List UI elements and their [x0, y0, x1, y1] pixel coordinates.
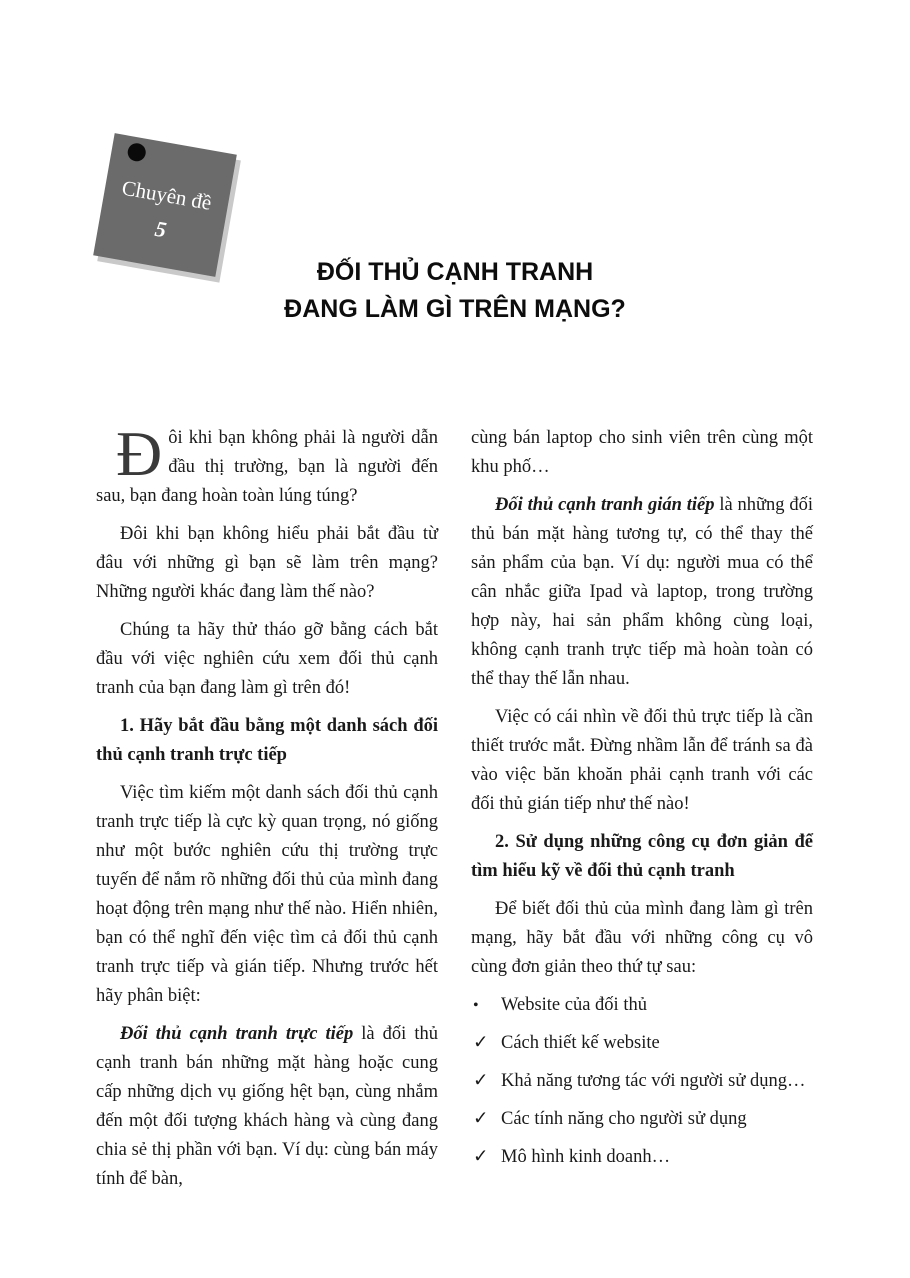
pin-icon — [126, 142, 147, 163]
paragraph: Đôi khi bạn không hiểu phải bắt đầu từ đâu với những gì bạn sẽ làm trên mạng? Những người khác đang làm thế nào? — [96, 524, 438, 602]
list-item-text: Các tính năng cho người sử dụng — [501, 1109, 747, 1129]
definition-text: là những đối thủ bán mặt hàng tương tự, có thể thay thế sản phẩm của bạn. Ví dụ: người mua có thể cân nhắc giữa Ipad và laptop, trong trường hợp này, hai sản phẩm không cùng loại, không cạnh tranh trực tiếp mà hoàn toàn có thể thay thế lẫn nhau. — [471, 495, 813, 689]
bullet-icon: • — [473, 997, 479, 1014]
chapter-label: Chuyên đề — [120, 175, 214, 215]
list-item — [471, 991, 813, 1020]
checkmark-icon: ✓ — [473, 1033, 489, 1053]
list-item — [471, 1029, 813, 1058]
page-title — [230, 254, 680, 328]
right-column — [471, 424, 813, 1181]
defined-term: Đối thủ cạnh tranh trực tiếp — [120, 1024, 354, 1044]
section-heading-1: 1. Hãy bắt đầu bằng một danh sách đối thủ cạnh tranh trực tiếp — [96, 716, 438, 765]
list-item-text: Khả năng tương tác với người sử dụng… — [501, 1071, 806, 1091]
paragraph: Việc tìm kiếm một danh sách đối thủ cạnh tranh trực tiếp là cực kỳ quan trọng, nó giống như một bước nghiên cứu thị trường trực tuyến để nắm rõ những đối thủ của mình đang hoạt động trên mạng như thế nào. Hiển nhiên, bạn có thể nghĩ đến việc tìm cả đối thủ cạnh tranh trực tiếp và gián tiếp. Nhưng trước hết hãy phân biệt: — [96, 783, 438, 1006]
list-item — [471, 1143, 813, 1172]
list-item — [471, 1067, 813, 1096]
section-heading-2: 2. Sử dụng những công cụ đơn giản để tìm hiểu kỹ về đối thủ cạnh tranh — [471, 832, 813, 881]
list-item-text: Cách thiết kế website — [501, 1033, 660, 1053]
paragraph-continuation: cùng bán laptop cho sinh viên trên cùng một khu phố… — [471, 428, 813, 477]
paragraph: Để biết đối thủ của mình đang làm gì trên mạng, hãy bắt đầu với những công cụ vô cùng đơn giản theo thứ tự sau: — [471, 899, 813, 977]
list-item-text: Website của đối thủ — [501, 995, 647, 1015]
page-title-line-1: ĐỐI THỦ CẠNH TRANH — [316, 258, 594, 286]
checkmark-icon: ✓ — [473, 1109, 489, 1129]
checkmark-icon: ✓ — [473, 1147, 489, 1167]
chapter-badge-card — [93, 133, 237, 277]
intro-paragraph-text: ôi khi bạn không phải là người dẫn đầu thị trường, bạn là người đến sau, bạn đang hoàn toàn lúng túng? — [96, 428, 438, 506]
list-item-text: Mô hình kinh doanh… — [501, 1147, 671, 1167]
definition-text: là đối thủ cạnh tranh bán những mặt hàng hoặc cung cấp những dịch vụ giống hệt bạn, cùng nhắm đến một đối tượng khách hàng và cùng đang chia sẻ thị phần với bạn. Ví dụ: cùng bán máy tính để bàn, — [96, 1024, 438, 1189]
chapter-number: 5 — [153, 215, 169, 243]
list-item — [471, 1105, 813, 1134]
drop-cap: Đ — [116, 418, 163, 489]
paragraph: Chúng ta hãy thử tháo gỡ bằng cách bắt đầu với việc nghiên cứu xem đối thủ cạnh tranh của bạn đang làm gì trên đó! — [96, 620, 438, 698]
left-column — [96, 418, 438, 1203]
tool-list — [471, 991, 813, 1172]
intro-paragraph — [96, 418, 438, 511]
indirect-competitor-definition — [471, 491, 813, 694]
checkmark-icon: ✓ — [473, 1071, 489, 1091]
paragraph: Việc có cái nhìn về đối thủ trực tiếp là cần thiết trước mắt. Đừng nhầm lẫn để tránh sa đà vào việc băn khoăn phải cạnh tranh với các đối thủ gián tiếp như thế nào! — [471, 707, 813, 814]
defined-term: Đối thủ cạnh tranh gián tiếp — [495, 495, 715, 515]
direct-competitor-definition — [96, 1020, 438, 1194]
page-title-line-2: ĐANG LÀM GÌ TRÊN MẠNG? — [284, 295, 626, 323]
chapter-badge — [93, 133, 237, 277]
